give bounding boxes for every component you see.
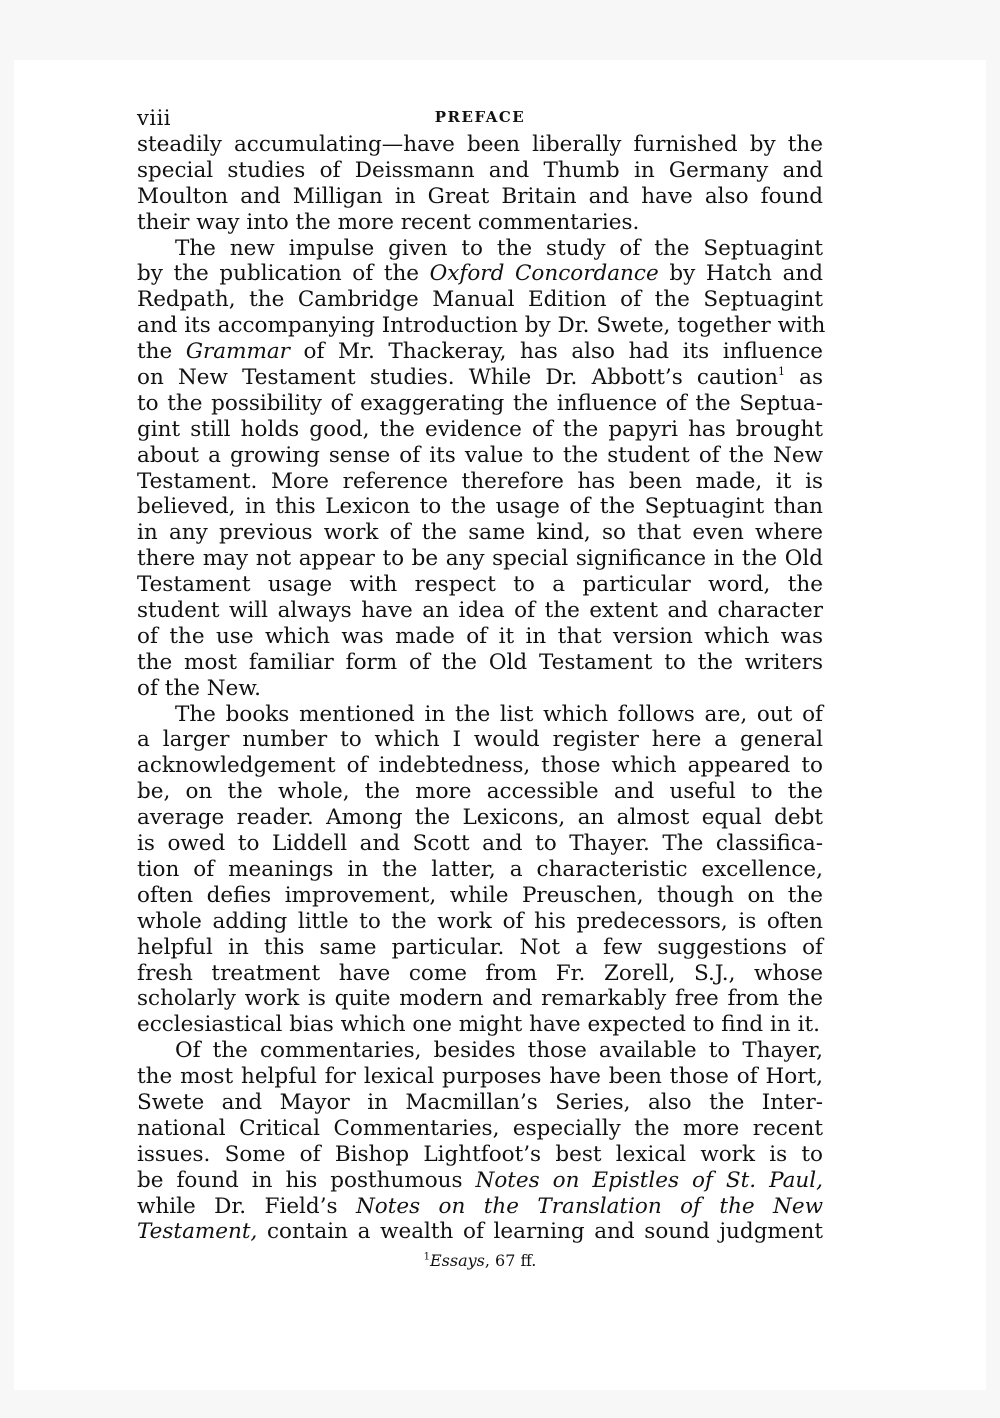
text-line: student will always have an idea of the extent and character xyxy=(137,598,823,624)
text-line: average reader. Among the Lexicons, an almost equal debt xyxy=(137,805,823,831)
text-line: while Dr. Field’s Notes on the Translation of the New xyxy=(137,1193,823,1219)
italic-title: Oxford Concordance xyxy=(429,261,659,287)
text-line: The new impulse given to the study of the Septuagint xyxy=(175,235,823,261)
footnote-mark: 1 xyxy=(423,1251,430,1263)
text-line: about a growing sense of its value to the student of the New xyxy=(137,442,823,468)
text-line: be, on the whole, the more accessible and useful to the xyxy=(137,779,823,805)
text-line: special studies of Deissmann and Thumb in Germany and xyxy=(137,157,823,183)
text-line: to the possibility of exaggerating the influence of the Septua- xyxy=(137,390,823,416)
text-line: gint still holds good, the evidence of the papyri has brought xyxy=(137,416,823,442)
text-line: is owed to Liddell and Scott and to Thayer. The classifica- xyxy=(137,831,823,857)
text-line: of the New. xyxy=(137,675,262,701)
footnote-title: Essays xyxy=(429,1251,485,1271)
page-content xyxy=(137,100,826,1271)
italic-title: Notes on the Translation of the New xyxy=(355,1193,823,1219)
text-line: the Grammar of Mr. Thackeray, has also had its influence xyxy=(137,339,824,365)
text-line: national Critical Commentaries, especially the more recent xyxy=(137,1115,823,1141)
text-line: Moulton and Milligan in Great Britain and have also found xyxy=(137,183,823,209)
text-line: on New Testament studies. While Dr. Abbott’s caution$^1$ as xyxy=(137,365,824,391)
text-line: the most familiar form of the Old Testament to the writers xyxy=(137,649,823,675)
page-number: viii xyxy=(137,106,172,130)
text-line: ecclesiastical bias which one might have expected to find in it. xyxy=(137,1012,820,1038)
running-head-title: PREFACE xyxy=(434,108,526,126)
text-line: The books mentioned in the list which follows are, out of xyxy=(175,701,823,727)
footnote-reference: 1 xyxy=(777,365,785,379)
footnote xyxy=(137,1251,823,1270)
text-line: a larger number to which I would register here a general xyxy=(137,727,823,753)
text-line: there may not appear to be any special significance in the Old xyxy=(137,546,823,572)
text-line: and its accompanying Introduction by Dr. Swete, together with xyxy=(137,313,826,339)
text-line: scholarly work is quite modern and remarkably free from the xyxy=(137,986,823,1012)
text-line: the most helpful for lexical purposes have been those of Hort, xyxy=(137,1064,823,1090)
text-line: helpful in this same particular. Not a few suggestions of xyxy=(137,934,823,960)
text-line: fresh treatment have come from Fr. Zorell, S.J., whose xyxy=(137,960,823,986)
text-line: steadily accumulating—have been liberally furnished by the xyxy=(137,132,823,157)
italic-title: Testament, xyxy=(137,1219,258,1245)
text-line: by the publication of the Oxford Concordance by Hatch and xyxy=(137,261,823,287)
body-text xyxy=(137,132,826,1245)
running-head xyxy=(137,100,823,132)
italic-title: Grammar xyxy=(185,339,290,365)
text-line: tion of meanings in the latter, a characteristic excellence, xyxy=(137,856,823,882)
text-line: believed, in this Lexicon to the usage of the Septuagint than xyxy=(137,494,823,520)
text-line: Testament usage with respect to a particular word, the xyxy=(137,572,823,598)
text-line: Testament, contain a wealth of learning and sound judgment xyxy=(137,1219,823,1245)
text-line: Testament. More reference therefore has been made, it is xyxy=(137,468,823,494)
text-line: Redpath, the Cambridge Manual Edition of the Septuagint xyxy=(137,287,823,313)
text-line: their way into the more recent commentaries. xyxy=(137,209,640,235)
text-line: be found in his posthumous Notes on Epistles of St. Paul, xyxy=(137,1167,823,1193)
italic-title: Notes on Epistles of St. Paul, xyxy=(475,1167,823,1193)
text-line: often defies improvement, while Preuschen, though on the xyxy=(137,882,823,908)
footnote-text: , 67 ff. xyxy=(484,1251,537,1271)
text-line: acknowledgement of indebtedness, those which appeared to xyxy=(137,753,823,779)
text-line: of the use which was made of it in that version which was xyxy=(137,623,823,649)
text-line: Of the commentaries, besides those available to Thayer, xyxy=(175,1038,823,1064)
text-line: Swete and Mayor in Macmillan’s Series, also the Inter- xyxy=(137,1089,823,1115)
text-line: whole adding little to the work of his predecessors, is often xyxy=(137,908,823,934)
text-line: in any previous work of the same kind, so that even where xyxy=(137,520,823,546)
text-line: issues. Some of Bishop Lightfoot’s best lexical work is to xyxy=(137,1141,823,1167)
